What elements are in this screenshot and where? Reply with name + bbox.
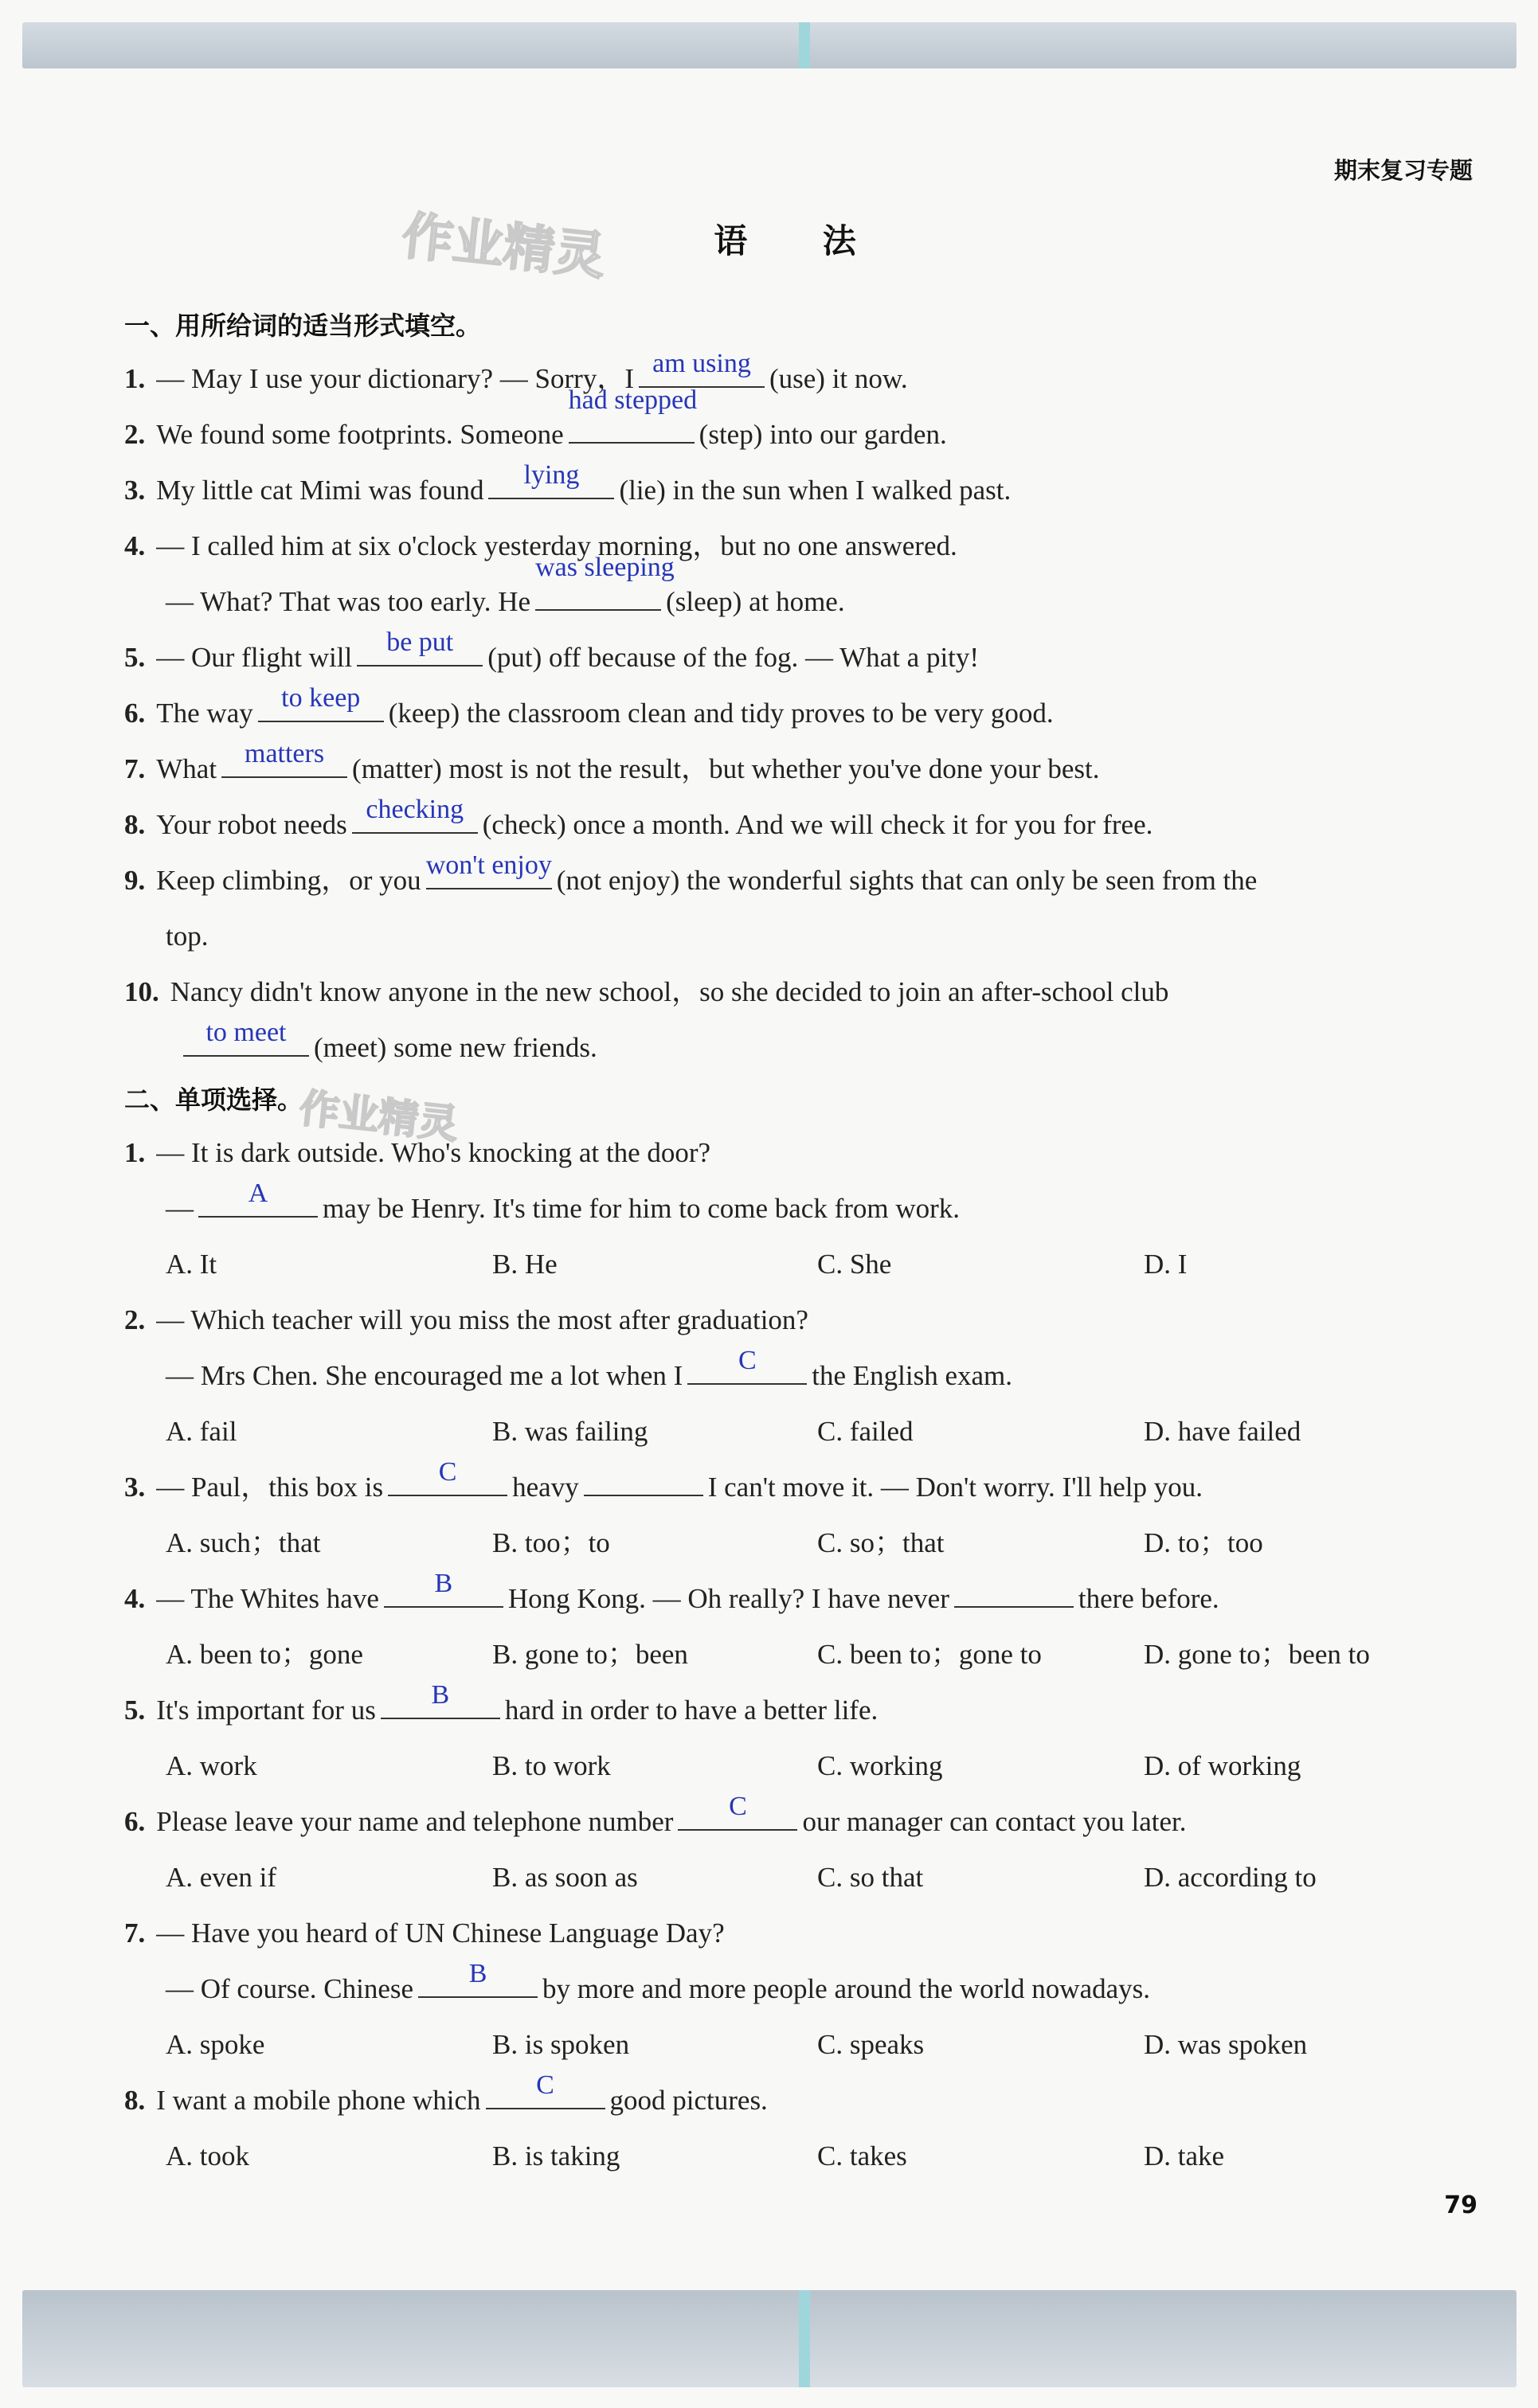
s1-item-10a (124, 968, 1476, 1016)
s2-q6-stem (124, 1792, 1476, 1846)
answer-blank-2[interactable] (954, 1577, 1074, 1608)
option-c[interactable]: C. so；that (817, 1527, 945, 1558)
question-text: Hong Kong. — Oh really? I have never (507, 1583, 949, 1614)
bottom-scan-band (22, 2290, 1516, 2387)
question-text: hard in order to have a better life. (504, 1695, 879, 1726)
item-text: (lie) in the sun when I walked past. (619, 475, 1012, 506)
item-text: — Our flight will (156, 642, 353, 673)
option-b[interactable]: B. as soon as (492, 1862, 638, 1893)
item-text: Your robot needs (156, 809, 347, 840)
answer-blank[interactable] (388, 1457, 507, 1496)
question-text: — Which teacher will you miss the most after graduation? (156, 1304, 808, 1335)
item-number: 10. (124, 976, 159, 1007)
handwritten-answer: C (729, 1792, 747, 1821)
question-text: — The Whites have (156, 1583, 379, 1614)
section2-heading: 二、单项选择。 (124, 1085, 303, 1115)
item-text: (use) it now. (769, 363, 908, 394)
answer-blank[interactable] (381, 1680, 500, 1719)
bottom-band-seam (799, 2290, 810, 2387)
s2-q7-stem (124, 1910, 1476, 1957)
s1-item-4a (124, 522, 1476, 570)
answer-blank[interactable] (425, 850, 552, 889)
option-a[interactable]: A. such；that (166, 1527, 321, 1558)
handwritten-answer: won't enjoy (425, 850, 552, 880)
option-a[interactable]: A. spoke (166, 2029, 265, 2060)
answer-blank[interactable] (678, 1792, 797, 1831)
question-text: the English exam. (812, 1360, 1013, 1391)
answer-blank-2[interactable] (584, 1466, 703, 1496)
option-d[interactable]: D. according to (1144, 1862, 1317, 1893)
s1-item-9b (166, 913, 1476, 960)
s1-item-8 (124, 795, 1476, 849)
option-d[interactable]: D. of working (1144, 1750, 1301, 1781)
question-text: — Have you heard of UN Chinese Language Day? (156, 1917, 725, 1949)
item-number: 5. (124, 642, 146, 673)
question-text: may be Henry. It's time for him to come back from work. (323, 1193, 961, 1224)
s2-q1-line2 (166, 1179, 1476, 1233)
handwritten-answer: be put (386, 627, 454, 657)
item-number: 8. (124, 809, 146, 840)
option-a[interactable]: A. fail (166, 1416, 237, 1447)
item-text: — What? That was too early. He (166, 586, 531, 617)
item-text: (keep) the classroom clean and tidy proves to be very good. (388, 698, 1054, 729)
option-b[interactable]: B. was failing (492, 1416, 648, 1447)
question-number: 8. (124, 2085, 146, 2116)
option-a[interactable]: A. even if (166, 1862, 276, 1893)
option-b[interactable]: B. too；to (492, 1527, 610, 1558)
s2-q8-stem (124, 2070, 1476, 2125)
answer-blank[interactable] (258, 683, 384, 722)
handwritten-answer: C (738, 1346, 757, 1375)
option-b[interactable]: B. is taking (492, 2140, 620, 2172)
option-d[interactable]: D. to；too (1144, 1527, 1263, 1558)
handwritten-answer: A (248, 1179, 268, 1208)
s1-item-9a (124, 850, 1476, 905)
item-text: Keep climbing，or you (156, 865, 421, 896)
handwritten-answer: am using (652, 349, 751, 378)
option-a[interactable]: A. been to；gone (166, 1639, 363, 1670)
item-text: — May I use your dictionary? — Sorry，I (156, 363, 634, 394)
option-c[interactable]: C. so that (817, 1862, 924, 1893)
item-text: (matter) most is not the result，but whether you've done your best. (352, 753, 1100, 784)
item-number: 7. (124, 753, 146, 784)
question-number: 3. (124, 1472, 146, 1503)
item-text: What (156, 753, 217, 784)
question-text: there before. (1078, 1583, 1219, 1614)
question-text: Please leave your name and telephone number (156, 1806, 674, 1837)
question-number: 6. (124, 1806, 146, 1837)
option-c[interactable]: C. She (817, 1249, 892, 1280)
section1-heading: 一、用所给词的适当形式填空。 (124, 311, 482, 341)
option-c[interactable]: C. takes (817, 2140, 907, 2172)
item-number: 2. (124, 419, 146, 450)
question-text: I want a mobile phone which (156, 2085, 481, 2116)
question-number: 1. (124, 1137, 146, 1168)
option-c[interactable]: C. speaks (817, 2029, 925, 2060)
s2-q5-stem (124, 1680, 1476, 1734)
option-b[interactable]: B. to work (492, 1750, 611, 1781)
answer-blank[interactable] (352, 795, 478, 834)
option-b[interactable]: B. He (492, 1249, 558, 1280)
answer-blank[interactable] (357, 627, 483, 666)
handwritten-answer: B (431, 1680, 450, 1710)
option-d[interactable]: D. take (1144, 2140, 1225, 2172)
option-a[interactable]: A. took (166, 2140, 249, 2172)
item-text: (check) once a month. And we will check it for you for free. (482, 809, 1153, 840)
s1-item-3 (124, 460, 1476, 514)
answer-blank[interactable] (568, 385, 698, 444)
item-number: 3. (124, 475, 146, 506)
option-c[interactable]: C. failed (817, 1416, 914, 1447)
question-text: — (166, 1193, 194, 1224)
question-number: 7. (124, 1917, 146, 1949)
item-text: (sleep) at home. (666, 586, 845, 617)
item-text: We found some footprints. Someone (156, 419, 564, 450)
question-number: 4. (124, 1583, 146, 1614)
s1-item-7 (124, 739, 1476, 793)
item-text: (put) off because of the fog. — What a pity! (487, 642, 980, 673)
header-tag: 期末复习专题 (1333, 157, 1473, 184)
item-text: (meet) some new friends. (314, 1032, 597, 1063)
page-number: 79 (1444, 2191, 1477, 2219)
option-d[interactable]: D. was spoken (1144, 2029, 1308, 2060)
question-text: our manager can contact you later. (802, 1806, 1187, 1837)
item-text: (not enjoy) the wonderful sights that can only be seen from the (556, 865, 1258, 896)
question-text: by more and more people around the world nowadays. (542, 1973, 1151, 2004)
option-a[interactable]: A. work (166, 1750, 257, 1781)
option-d[interactable]: D. gone to；been to (1144, 1639, 1370, 1670)
watermark-title: 作业精灵 (399, 206, 609, 287)
question-number: 5. (124, 1695, 146, 1726)
s2-q4-stem (124, 1569, 1476, 1623)
answer-blank[interactable] (183, 1018, 309, 1057)
handwritten-answer: checking (366, 795, 464, 824)
s2-q7-line2 (166, 1959, 1476, 2013)
top-scan-band (22, 22, 1516, 68)
question-text: — It is dark outside. Who's knocking at the door? (156, 1137, 711, 1168)
handwritten-answer: had stepped (568, 385, 698, 415)
page-title: 语 法 (714, 221, 888, 260)
question-text: — Mrs Chen. She encouraged me a lot when I (166, 1360, 683, 1391)
question-text: — Of course. Chinese (166, 1973, 414, 2004)
answer-blank[interactable] (221, 739, 347, 778)
option-b[interactable]: B. is spoken (492, 2029, 630, 2060)
option-d[interactable]: D. I (1144, 1249, 1188, 1280)
handwritten-answer: was sleeping (535, 553, 675, 582)
option-d[interactable]: D. have failed (1144, 1416, 1301, 1447)
handwritten-answer: B (434, 1569, 453, 1598)
handwritten-answer: to meet (205, 1018, 287, 1047)
s1-item-2 (124, 385, 1476, 459)
answer-blank[interactable] (488, 460, 614, 499)
top-band-seam (799, 22, 810, 68)
question-text: heavy (512, 1472, 579, 1503)
item-text: My little cat Mimi was found (156, 475, 484, 506)
item-text: — I called him at six o'clock yesterday morning，but no one answered. (156, 530, 957, 561)
answer-blank[interactable] (535, 553, 675, 611)
item-number: 6. (124, 698, 146, 729)
question-text: I can't move it. — Don't worry. I'll help you. (707, 1472, 1203, 1503)
item-text: top. (166, 921, 209, 952)
answer-blank[interactable] (198, 1179, 318, 1218)
option-c[interactable]: C. working (817, 1750, 943, 1781)
answer-blank[interactable] (687, 1346, 807, 1385)
item-number: 9. (124, 865, 146, 896)
handwritten-answer: to keep (281, 683, 361, 713)
answer-blank[interactable] (384, 1569, 503, 1608)
answer-blank[interactable] (486, 2070, 605, 2109)
option-b[interactable]: B. gone to；been (492, 1639, 688, 1670)
item-text: Nancy didn't know anyone in the new school，so she decided to join an after-school club (170, 976, 1169, 1007)
handwritten-answer: lying (523, 460, 580, 490)
s1-item-10b (183, 1018, 1476, 1072)
option-c[interactable]: C. been to；gone to (817, 1639, 1042, 1670)
question-text: good pictures. (609, 2085, 768, 2116)
item-text: (step) into our garden. (699, 419, 947, 450)
handwritten-answer: C (438, 1457, 457, 1487)
s2-q2-line2 (166, 1346, 1476, 1400)
item-number: 1. (124, 363, 146, 394)
s1-item-1 (124, 349, 1476, 403)
s2-q1-stem (124, 1129, 1476, 1177)
answer-blank[interactable] (418, 1959, 538, 1998)
item-number: 4. (124, 530, 146, 561)
question-number: 2. (124, 1304, 146, 1335)
handwritten-answer: C (536, 2070, 554, 2100)
watermark-middle: 作业精灵 (297, 1085, 461, 1148)
item-text: The way (156, 698, 253, 729)
option-a[interactable]: A. It (166, 1249, 217, 1280)
question-text: It's important for us (156, 1695, 376, 1726)
handwritten-answer: matters (245, 739, 325, 768)
question-text: — Paul，this box is (156, 1472, 384, 1503)
handwritten-answer: B (468, 1959, 487, 1988)
s2-q3-stem (124, 1457, 1476, 1511)
